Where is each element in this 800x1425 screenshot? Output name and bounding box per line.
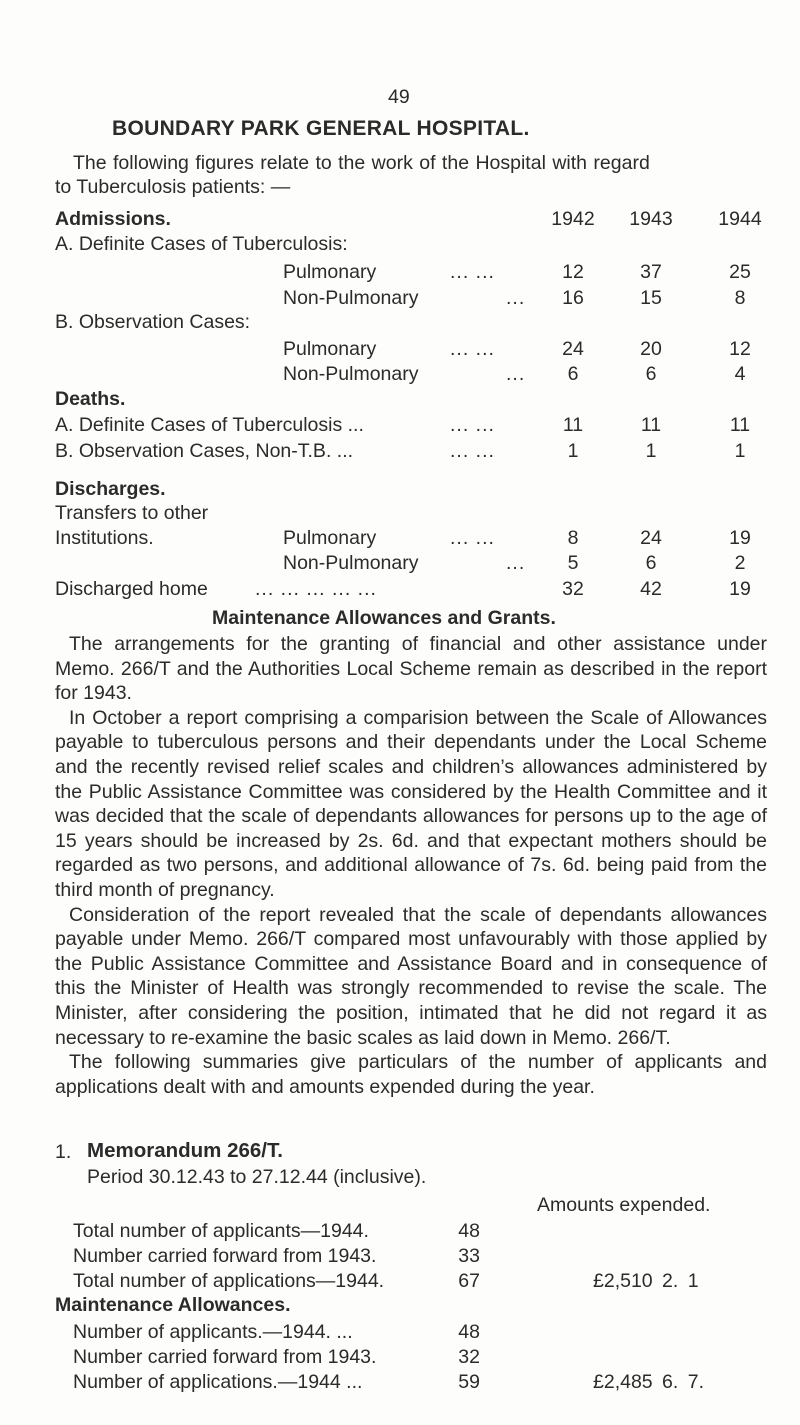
- paragraph: Consideration of the report revealed that the scale of dependants allowances payable under Memo. 266/T compared most unfavourably with those applied by the Public Assistance Committee and Assistance Board and in consequence of this the Minister of Health was strongly recommended to revise the scale. The Minister, after considering the position, intimated that he did not regard it as necessary to re-examine the basic scales as laid down in Memo. 266/T.: [55, 903, 767, 1049]
- cell-value: 12: [729, 338, 751, 360]
- memo-row-label: Number carried forward from 1943.: [73, 1346, 377, 1368]
- cell-value: 11: [562, 414, 584, 436]
- row-label: B. Observation Cases, Non-T.B. ...: [55, 440, 354, 462]
- cell-value: 11: [640, 414, 662, 436]
- maintenance-heading: Maintenance Allowances and Grants.: [212, 607, 556, 629]
- memo-row-value: 32: [458, 1346, 480, 1368]
- cell-value: 25: [729, 261, 751, 283]
- cell-value: 4: [734, 363, 746, 385]
- page-title: BOUNDARY PARK GENERAL HOSPITAL.: [112, 117, 530, 140]
- year-header-1943: 1943: [629, 208, 673, 230]
- admissions-heading: Admissions.: [55, 208, 171, 230]
- memo-row-label: Number carried forward from 1943.: [73, 1245, 377, 1267]
- paragraph: The arrangements for the granting of financial and other assistance under Memo. 266/T and the Authorities Local Scheme remain as described in the report for 1943.: [55, 633, 767, 705]
- paragraph: The following summaries give particulars of the number of applicants and applications dealt with and amounts expended during the year.: [55, 1051, 767, 1098]
- intro-line-1: The following figures relate to the work of the Hospital with regard: [73, 152, 650, 174]
- row-dots: ... ...: [450, 527, 495, 549]
- cell-value: 11: [729, 414, 751, 436]
- cell-value: 1: [734, 440, 746, 462]
- row-dots: ... ...: [450, 338, 495, 360]
- memo-row-label: Number of applicants.—1944. ...: [73, 1321, 353, 1343]
- cell-value: 12: [562, 261, 584, 283]
- cell-value: 37: [640, 261, 662, 283]
- cell-value: 8: [567, 527, 579, 549]
- admissions-b-label: B. Observation Cases:: [55, 311, 251, 333]
- row-label: Non-Pulmonary: [283, 363, 419, 385]
- row-dots: ... ...: [450, 414, 495, 436]
- row-dots: ...: [506, 287, 526, 309]
- cell-value: 5: [567, 552, 579, 574]
- admissions-a-label: A. Definite Cases of Tuberculosis:: [55, 233, 348, 255]
- year-header-1944: 1944: [718, 208, 762, 230]
- cell-value: 8: [734, 287, 746, 309]
- row-label: Discharged home: [55, 578, 208, 600]
- cell-value: 1: [567, 440, 579, 462]
- discharges-heading: Discharges.: [55, 478, 166, 500]
- row-dots: ...: [506, 363, 526, 385]
- memo-row-value: 48: [458, 1220, 480, 1242]
- memo-row-amount: £2,510 2. 1: [593, 1270, 699, 1292]
- cell-value: 42: [640, 578, 662, 600]
- cell-value: 1: [645, 440, 657, 462]
- transfers-label-1: Transfers to other: [55, 502, 209, 524]
- cell-value: 20: [640, 338, 662, 360]
- year-header-1942: 1942: [551, 208, 595, 230]
- row-label: Non-Pulmonary: [283, 552, 419, 574]
- row-dots: ... ...: [450, 440, 495, 462]
- memo-heading: Memorandum 266/T.: [87, 1139, 283, 1162]
- memo-period: Period 30.12.43 to 27.12.44 (inclusive).: [87, 1166, 427, 1188]
- amounts-header: Amounts expended.: [537, 1194, 711, 1216]
- cell-value: 32: [562, 578, 584, 600]
- memo-row-label: Number of applications.—1944 ...: [73, 1371, 363, 1393]
- maintenance-allowances-subheading: Maintenance Allowances.: [55, 1294, 291, 1316]
- page-number: 49: [388, 86, 410, 108]
- cell-value: 24: [562, 338, 584, 360]
- cell-value: 19: [729, 527, 751, 549]
- row-label: Non-Pulmonary: [283, 287, 419, 309]
- cell-value: 24: [640, 527, 662, 549]
- row-label: Pulmonary: [283, 527, 377, 549]
- transfers-label-2: Institutions.: [55, 527, 154, 549]
- cell-value: 19: [729, 578, 751, 600]
- cell-value: 6: [567, 363, 579, 385]
- cell-value: 2: [734, 552, 746, 574]
- cell-value: 6: [645, 552, 657, 574]
- memo-row-value: 67: [458, 1270, 480, 1292]
- cell-value: 6: [645, 363, 657, 385]
- memo-number: 1.: [55, 1141, 72, 1163]
- row-dots: ...: [506, 552, 526, 574]
- row-label: A. Definite Cases of Tuberculosis ...: [55, 414, 364, 436]
- cell-value: 16: [562, 287, 584, 309]
- memo-row-value: 59: [458, 1371, 480, 1393]
- cell-value: 15: [640, 287, 662, 309]
- deaths-heading: Deaths.: [55, 388, 126, 410]
- memo-row-label: Total number of applicants—1944.: [73, 1220, 369, 1242]
- row-dots: ... ...: [450, 261, 495, 283]
- row-label: Pulmonary: [283, 261, 377, 283]
- row-dots: ... ... ... ... ...: [255, 578, 377, 600]
- maintenance-body: [55, 632, 767, 1099]
- row-label: Pulmonary: [283, 338, 377, 360]
- memo-row-label: Total number of applications—1944.: [73, 1270, 385, 1292]
- memo-row-value: 33: [458, 1245, 480, 1267]
- memo-row-amount: £2,485 6. 7.: [593, 1371, 705, 1393]
- memo-row-value: 48: [458, 1321, 480, 1343]
- intro-line-2: to Tuberculosis patients: —: [55, 176, 291, 198]
- paragraph: In October a report comprising a comparision between the Scale of Allowances payable to tuberculous persons and their dependants under the Local Scheme and the recently revised relief scales and children’s allowances administered by the Public Assistance Committee was considered by the Health Committee and it was decided that the scale of dependants allowances for persons up to the age of 15 years should be increased by 2s. 6d. and that expectant mothers should be regarded as two persons, and additional allowance of 7s. 6d. being paid from the third month of pregnancy.: [55, 706, 767, 901]
